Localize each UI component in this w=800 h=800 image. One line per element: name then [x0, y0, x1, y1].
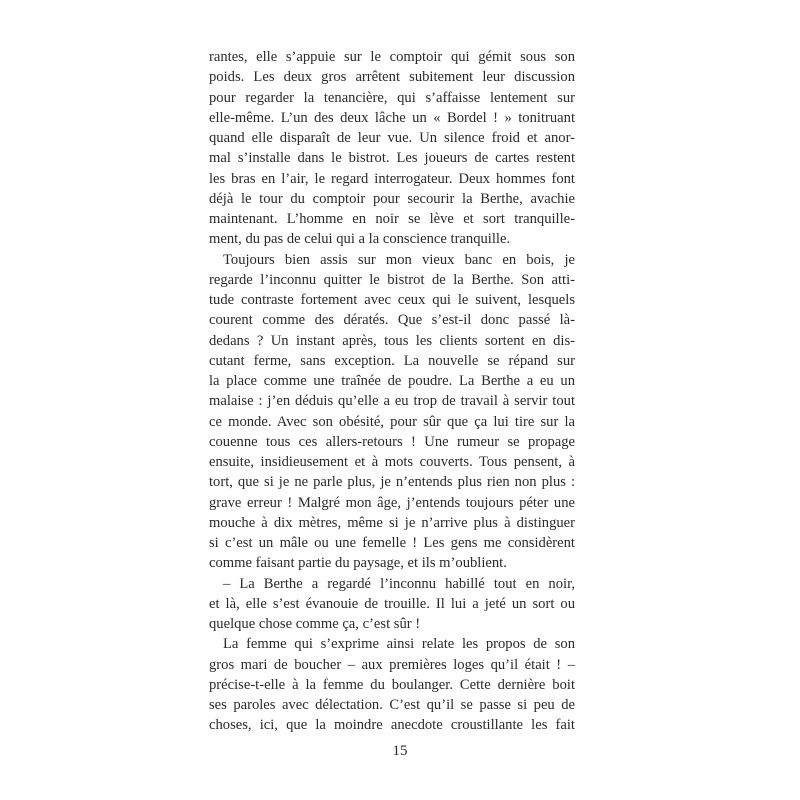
text-line: si c’est un mâle ou une femelle ! Les gens me considèrent	[209, 535, 575, 551]
text-line: choses, ici, que la moindre anecdote croustillante les fait	[209, 717, 575, 734]
text-line: quand elle disparaît de leur vue. Un silence froid et anor-	[209, 130, 575, 146]
text-line: gros mari de boucher – aux premières loges qu’il était ! –	[209, 656, 575, 673]
text-line: ensuite, insidieusement et à mots couverts. Tous pensent, à	[209, 454, 575, 470]
text-line: les bras en l’air, le regard interrogateur. Deux hommes font	[209, 170, 575, 187]
text-line: dedans ? Un instant après, tous les clients sortent en dis-	[209, 332, 575, 349]
dialogue-first-line: – La Berthe a regardé l’inconnu habillé tout en noir,	[223, 575, 575, 592]
text-line: poids. Les deux gros arrêtent subitement leur discussion	[209, 69, 575, 86]
text-line: ses paroles avec délectation. C’est qu’il se passe si peu de	[209, 697, 575, 713]
text-line: couenne tous ces allers-retours ! Une rumeur se propage	[209, 433, 575, 450]
text-line: précise-t-elle à la femme du boulanger. Cette dernière boit	[209, 676, 575, 693]
text-line: quelque chose comme ça, c’est sûr !	[209, 616, 421, 632]
text-line: cutant ferme, sans exception. La nouvelle se répand sur	[209, 352, 575, 369]
text-line: mouche à dix mètres, même si je n’arrive plus à distinguer	[209, 514, 575, 531]
text-line: regarde l’inconnu quitter le bistrot de la Berthe. Son atti-	[209, 271, 575, 288]
page-number: 15	[392, 743, 408, 759]
paragraph-first-line: La femme qui s’exprime ainsi relate les propos de son	[223, 636, 575, 653]
text-line: tort, que si je ne parle plus, je n’entends plus rien non plus :	[209, 474, 575, 491]
text-line: mal s’installe dans le bistrot. Les joueurs de cartes restent	[209, 150, 575, 167]
text-line: ce monde. Avec son obésité, pour sûr que ça lui tire sur la	[209, 413, 575, 430]
text-line: courent comme des dératés. Que s’est-il donc passé là-	[209, 312, 575, 329]
body-text	[209, 47, 575, 736]
text-line: elle-même. L’un des deux lâche un « Bordel ! » tonitruant	[209, 109, 575, 126]
text-line: grave erreur ! Malgré mon âge, j’entends toujours péter une	[209, 494, 575, 511]
text-line: rantes, elle s’appuie sur le comptoir qui gémit sous son	[209, 49, 575, 65]
text-line: comme faisant partie du paysage, et ils m’oublient.	[209, 555, 507, 572]
text-line: ment, du pas de celui qui a la conscience tranquille.	[209, 231, 511, 248]
text-line: et là, elle s’est évanouie de trouille. Il lui a jeté un sort ou	[209, 595, 575, 612]
text-line: la place comme une traînée de poudre. La Berthe a eu un	[209, 373, 575, 389]
text-line: déjà le tour du comptoir pour secourir la Berthe, avachie	[209, 190, 575, 207]
paragraph-first-line: Toujours bien assis sur mon vieux banc en bois, je	[223, 251, 575, 268]
text-line: maintenant. L’homme en noir se lève et sort tranquille-	[209, 211, 575, 227]
text-line: pour regarder la tenancière, qui s’affaisse lentement sur	[209, 89, 575, 106]
text-line: malaise : j’en déduis qu’elle a eu trop de travail à servir tout	[209, 393, 575, 410]
text-line: tude contraste fortement avec ceux qui le suivent, lesquels	[209, 292, 575, 308]
